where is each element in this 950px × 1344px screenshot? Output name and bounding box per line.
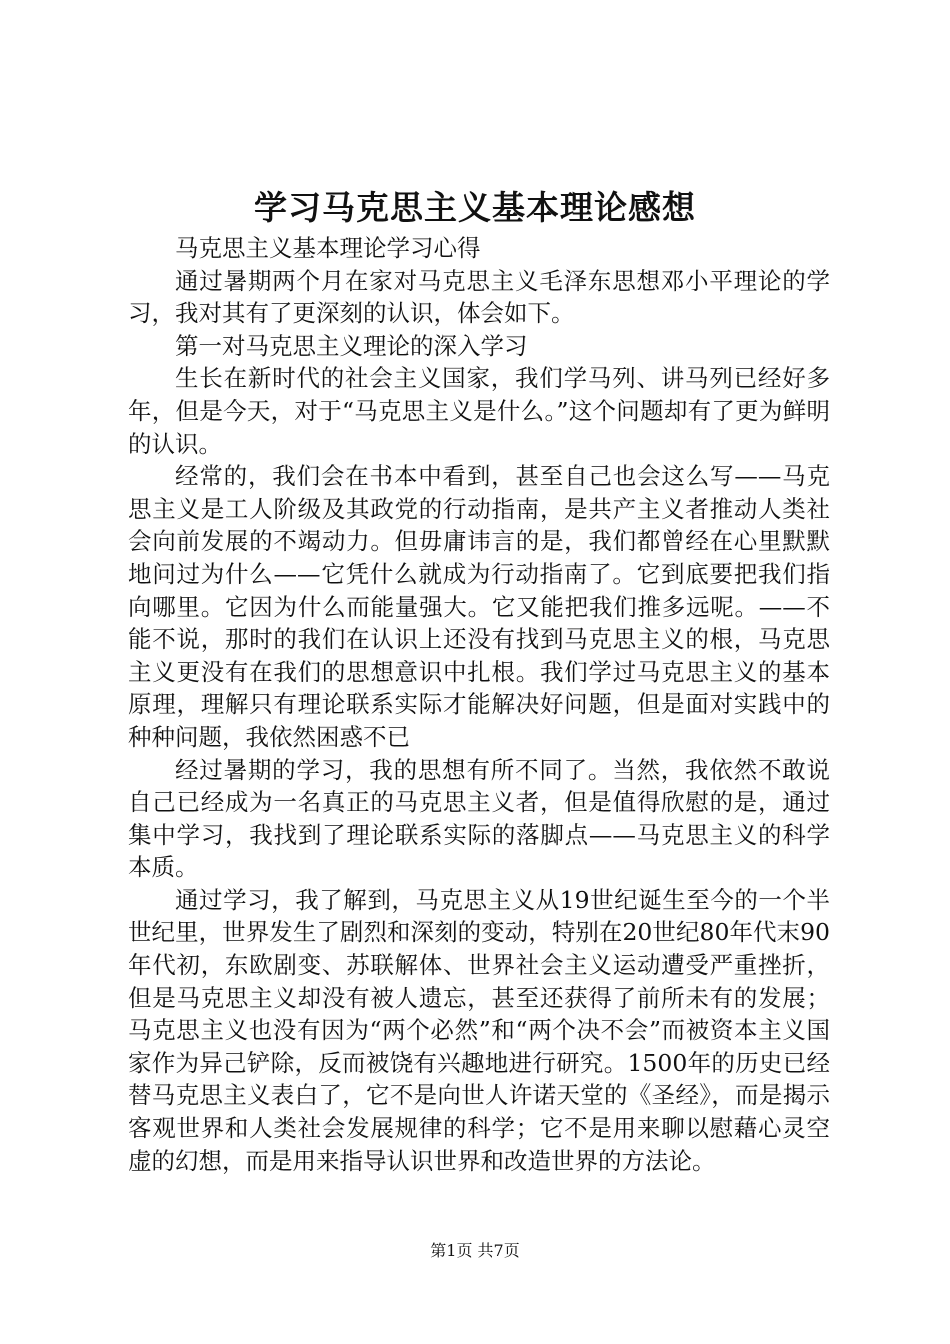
document-body [128,232,830,1177]
paragraph: 经常的，我们会在书本中看到，甚至自己也会这么写——马克思主义是工人阶级及其政党的行动指南，是共产主义者推动人类社会向前发展的不竭动力。但毋庸讳言的是，我们都曾经在心里默默地问过为什么——它凭什么就成为行动指南了。它到底要把我们指向哪里。它因为什么而能量强大。它又能把我们推多远呢。——不能不说，那时的我们在认识上还没有找到马克思主义的根，马克思主义更没有在我们的思想意识中扎根。我们学过马克思主义的基本原理，理解只有理论联系实际才能解决好问题，但是面对实践中的种种问题，我依然困惑不已 [128,462,830,751]
document-title: 学习马克思主义基本理论感想 [254,188,696,227]
paragraph: 经过暑期的学习，我的思想有所不同了。当然，我依然不敢说自己已经成为一名真正的马克思主义者，但是值得欣慰的是，通过集中学习，我找到了理论联系实际的落脚点——马克思主义的科学本质。 [128,755,830,882]
paragraph: 第一对马克思主义理论的深入学习 [175,331,528,360]
page-indicator: 第1页 共7页 [430,1241,520,1260]
paragraph: 通过学习，我了解到，马克思主义从19世纪诞生至今的一个半世纪里，世界发生了剧烈和深刻的变动，特别在20世纪80年代末90年代初，东欧剧变、苏联解体、世界社会主义运动遭受严重挫折，但是马克思主义却没有被人遗忘，甚至还获得了前所未有的发展；马克思主义也没有因为“两个必然”和“两个决不会”而被资本主义国家作为异己铲除，反而被饶有兴趣地进行研究。1500年的历史已经替马克思主义表白了，它不是向世人许诺天堂的《圣经》，而是揭示客观世界和人类社会发展规律的科学；它不是用来聊以慰藉心灵空虚的幻想，而是用来指导认识世界和改造世界的方法论。 [128,885,830,1175]
page-footer [0,1240,950,1262]
paragraph: 生长在新时代的社会主义国家，我们学马列、讲马列已经好多年，但是今天，对于“马克思主义是什么。”这个问题却有了更为鲜明的认识。 [128,364,830,458]
paragraph: 通过暑期两个月在家对马克思主义毛泽东思想邓小平理论的学习，我对其有了更深刻的认识，体会如下。 [128,266,830,328]
paragraph: 马克思主义基本理论学习心得 [175,234,481,262]
